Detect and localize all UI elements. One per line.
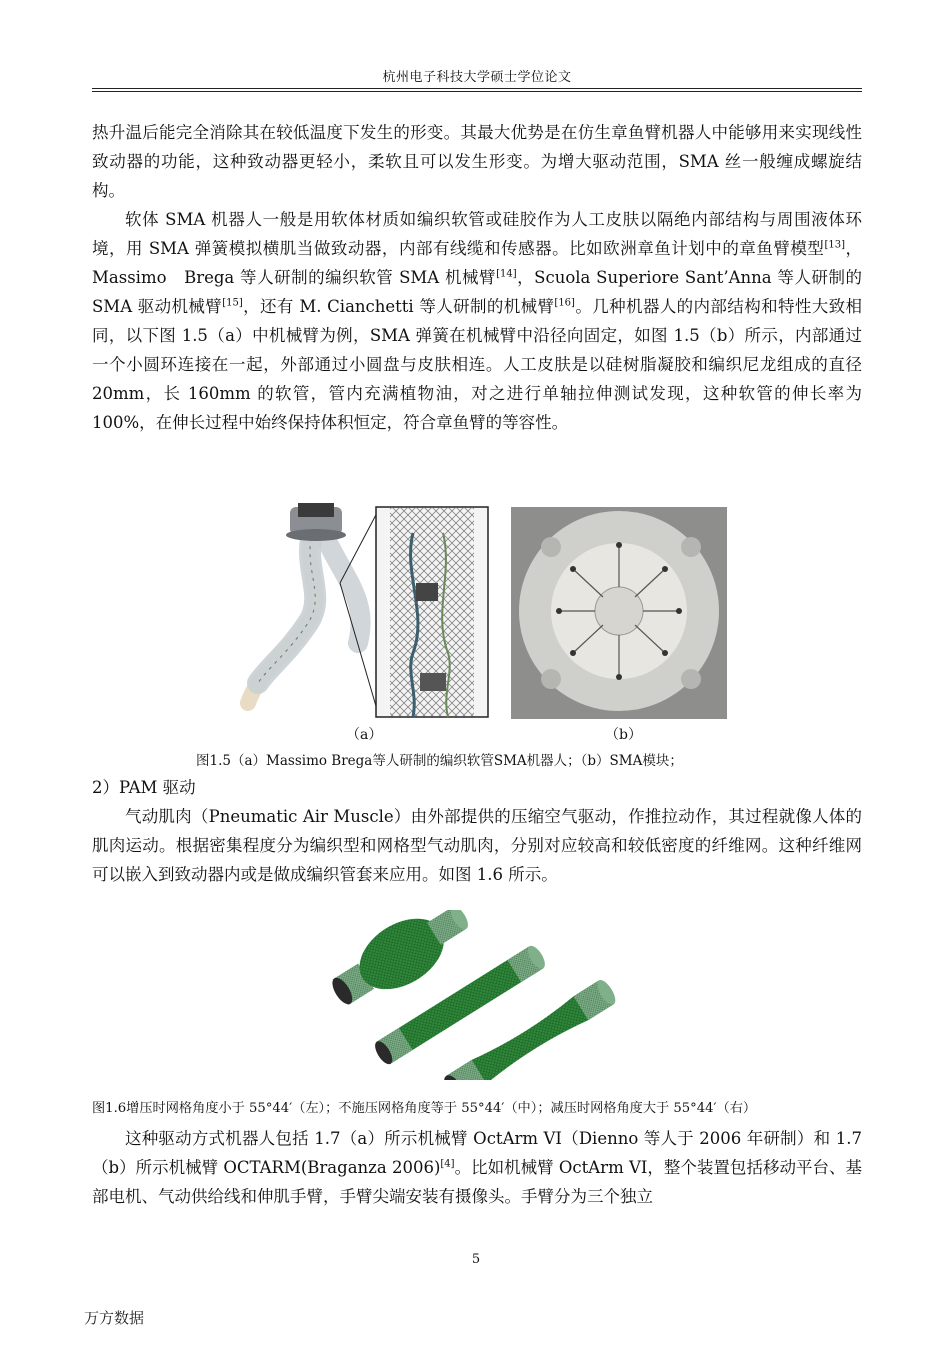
figure-1-6-caption: 图1.6增压时网格角度小于 55°44′（左）；不施压网格角度等于 55°44′（中）；减压时网格角度大于 55°44′（右） bbox=[92, 1101, 757, 1116]
watermark: 万方数据 bbox=[84, 1309, 145, 1327]
section-heading-pam: 2）PAM 驱动 bbox=[92, 778, 196, 797]
citation-4: [4] bbox=[440, 1158, 455, 1170]
header-rule-thin bbox=[92, 91, 862, 92]
text-segment: 软体 SMA 机器人一般是用软体材质如编织软管或硅胶作为人工皮肤以隔绝内部结构与周围液体环境，用 SMA 弹簧模拟横肌当做致动器，内部有线缆和传感器。比如欧洲章鱼计划中的章鱼臂模型 bbox=[92, 210, 862, 258]
page-number: 5 bbox=[471, 1252, 481, 1267]
paragraph-soft-sma-robot bbox=[92, 205, 862, 437]
citation-16: [16] bbox=[554, 297, 575, 309]
figure-1-6-image bbox=[330, 910, 630, 1080]
figure-1-5b-label: （b） bbox=[605, 727, 642, 743]
running-header: 杭州电子科技大学硕士学位论文 bbox=[382, 70, 572, 85]
citation-15: [15] bbox=[222, 297, 243, 309]
paragraph-sma-intro: 热升温后能完全消除其在较低温度下发生的形变。其最大优势是在仿生章鱼臂机器人中能够用来实现线性致动器的功能，这种致动器更轻小，柔软且可以发生形变。为增大驱动范围，SMA 丝一般缠成螺旋结构。 bbox=[92, 123, 862, 200]
citation-13: [13] bbox=[824, 239, 845, 251]
paragraph-pam: 气动肌肉（Pneumatic Air Muscle）由外部提供的压缩空气驱动，作推拉动作，其过程就像人体的肌肉运动。根据密集程度分为编织型和网格型气动肌肉，分别对应较高和较低密度的纤维网。这种纤维网可以嵌入到致动器内或是做成编织管套来应用。如图 1.6 所示。 bbox=[92, 807, 862, 884]
text-segment: ，Scuola Superiore Sant’Anna 等人研制的 SMA 驱动机械臂 bbox=[92, 268, 862, 316]
figure-1-5b-image bbox=[511, 507, 727, 719]
figure-1-5a-image bbox=[228, 503, 492, 721]
figure-1-5-caption: 图1.5（a）Massimo Brega等人研制的编织软管SMA机器人；（b）SMA模块； bbox=[196, 753, 683, 769]
text-segment: 。几种机器人的内部结构和特性大致相同，以下图 1.5（a）中机械臂为例，SMA 弹簧在机械臂中沿径向固定，如图 1.5（b）所示，内部通过一个小圆环连接在一起，外部通过小圆盘与皮肤相连。人工皮肤是以硅树脂凝胶和编织尼龙组成的直径 20mm，长 160mm 的软管，管内充满植物油，对之进行单轴拉伸测试发现，这种软管的伸长率为 100%，在伸长过程中始终保持体积恒定，符合章鱼臂的等容性。 bbox=[92, 297, 863, 432]
paragraph-octarm bbox=[92, 1124, 862, 1211]
text-segment: 。比如机械臂 OctArm VI，整个装置包括移动平台、基部电机、气动供给线和伸肌手臂，手臂尖端安装有摄像头。手臂分为三个独立 bbox=[92, 1158, 862, 1206]
header-rule bbox=[92, 88, 862, 89]
figure-1-5a-label: （a） bbox=[346, 727, 383, 743]
text-segment: ，Massimo Brega 等人研制的编织软管 SMA 机械臂 bbox=[92, 239, 863, 287]
text-segment: ，还有 M. Cianchetti 等人研制的机械臂 bbox=[242, 297, 555, 316]
text-segment: 这种驱动方式机器人包括 1.7（a）所示机械臂 OctArm VI（Dienno 等人于 2006 年研制）和 1.7（b）所示机械臂 OCTARM(Braganza 2006) bbox=[92, 1129, 862, 1177]
citation-14: [14] bbox=[496, 268, 517, 280]
